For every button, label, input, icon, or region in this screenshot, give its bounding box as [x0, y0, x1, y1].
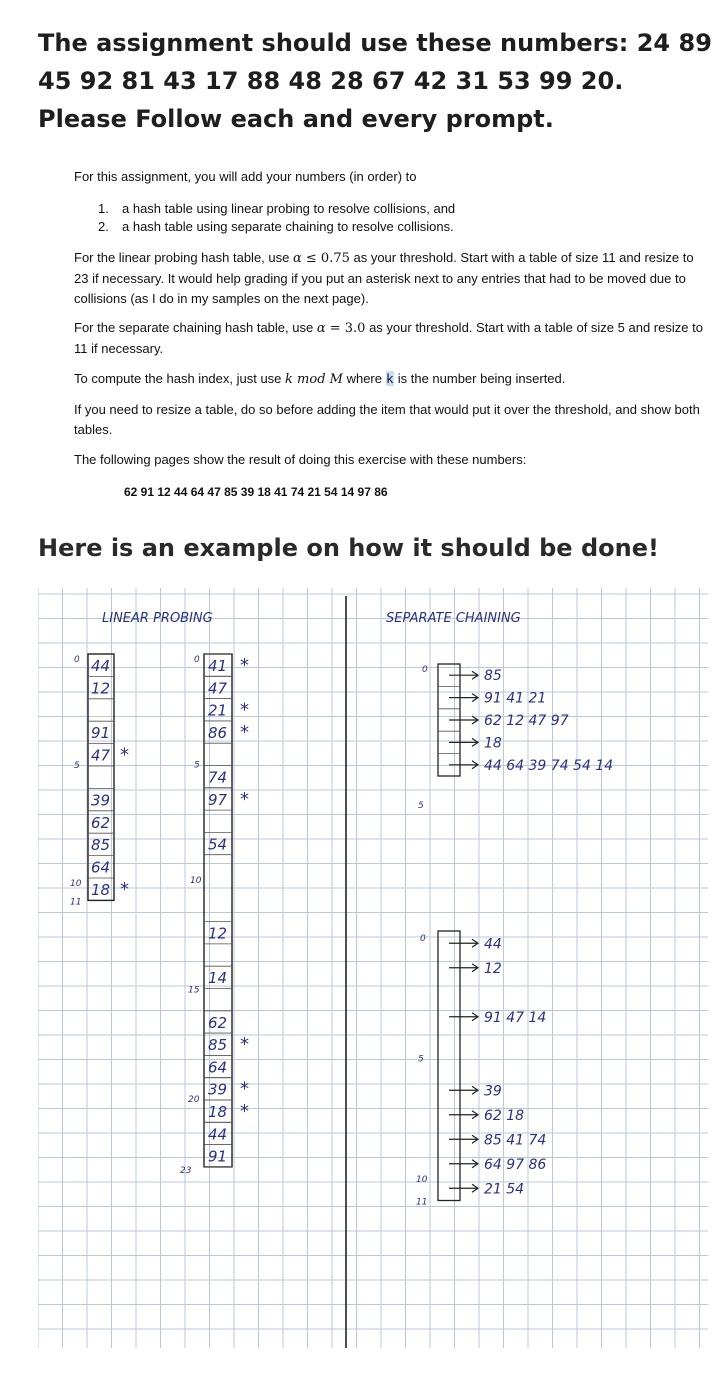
chain-11-values: 62 18	[484, 1107, 525, 1124]
table-11-entry: 39	[91, 791, 111, 810]
table-11-entry: 85	[91, 836, 111, 855]
table-23-entry: 21	[208, 701, 228, 720]
index-label: 20	[188, 1095, 200, 1105]
chain-11-values: 21 54	[484, 1181, 525, 1198]
index-label: 23	[180, 1165, 192, 1176]
chain-11-values: 39	[484, 1083, 502, 1100]
index-label: 5	[194, 760, 200, 771]
table-23-entry: 86	[208, 723, 228, 742]
handwritten-example	[38, 588, 708, 1348]
separate-chaining-instructions: For the separate chaining hash table, use α = 3.0 as your threshold. Start with a table of size 5 and resize to 11 if necessary.	[74, 320, 703, 356]
task-item: 1. a hash table using linear probing to resolve collisions, and	[98, 201, 456, 216]
collision-asterisk: *	[240, 788, 249, 810]
table-23-entry: 39	[208, 1080, 228, 1099]
example-heading: Here is an example on how it should be done!	[38, 534, 659, 562]
collision-asterisk: *	[240, 1101, 249, 1122]
index-label: 0	[422, 665, 428, 675]
index-label: 0	[74, 655, 80, 665]
table-11-entry: 91	[91, 724, 111, 743]
assignment-heading	[38, 24, 718, 138]
collision-asterisk: *	[240, 655, 249, 676]
chain-11-values: 91 47 14	[484, 1009, 547, 1026]
table-23-entry: 64	[208, 1058, 228, 1077]
assignment-numbers: 24 89 45 92 81 43 17 88 48 28 67 42 31 53 99 20.	[38, 29, 712, 95]
following-pages-text: The following pages show the result of doing this exercise with these numbers:	[74, 452, 527, 467]
table-11-entry: 47	[91, 746, 111, 765]
chain-5-values: 85	[484, 668, 502, 685]
chain-5-values: 44 64 39 74 54 14	[484, 757, 614, 774]
table-23-entry: 97	[208, 790, 228, 809]
resize-instructions: If you need to resize a table, do so before adding the item that would put it over the threshold, and show both tables.	[74, 402, 700, 437]
index-label: 15	[188, 985, 200, 996]
separate-chaining-title: SEPARATE CHAINING	[386, 611, 521, 626]
collision-asterisk: *	[120, 879, 129, 900]
chain-11-table	[438, 931, 460, 1201]
index-label: 10	[416, 1175, 428, 1185]
chain-5-values: 62 12 47 97	[484, 713, 569, 729]
follow-instruction: Please Follow each and every prompt.	[38, 105, 554, 133]
index-label: 5	[418, 801, 424, 811]
collision-asterisk: *	[240, 721, 249, 743]
collision-asterisk: *	[240, 699, 249, 721]
linear-probing-instructions: For the linear probing hash table, use α ≤ 0.75 as your threshold. Start with a table of size 11 and resize to 23 if necessary. It would help grading if you put an asterisk next to any entries that had to be moved due to collisions (as I do in my samples on the next page).	[74, 250, 694, 306]
table-23-entry: 54	[208, 835, 228, 854]
table-23-entry: 18	[208, 1103, 228, 1121]
index-label: 5	[74, 761, 80, 771]
table-11-entry: 12	[91, 679, 111, 698]
heading-lead: The assignment should use these numbers:	[38, 29, 637, 57]
task-item: 2. a hash table using separate chaining to resolve collisions.	[98, 219, 454, 234]
table-11-entry: 62	[91, 813, 111, 832]
table-23-entry: 12	[208, 924, 228, 943]
table-23-entry: 47	[208, 679, 228, 698]
index-label: 10	[190, 876, 202, 886]
task-list	[98, 200, 455, 236]
index-label: 5	[418, 1054, 424, 1065]
collision-asterisk: *	[240, 1078, 249, 1100]
index-label: 0	[194, 655, 200, 665]
chain-5-values: 18	[484, 735, 502, 752]
linear-probing-title: LINEAR PROBING	[102, 611, 213, 626]
index-label: 11	[416, 1197, 428, 1208]
collision-asterisk: *	[240, 1034, 249, 1056]
chain-11-values: 85 41 74	[484, 1132, 547, 1149]
intro-text: For this assignment, you will add your numbers (in order) to	[74, 169, 417, 184]
index-label: 0	[420, 934, 426, 944]
hash-index-instructions: To compute the hash index, just use k mod M where k is the number being inserted.	[74, 371, 566, 387]
highlighted-k: k	[386, 371, 394, 386]
table-23-entry: 91	[208, 1147, 228, 1166]
table-23-entry: 62	[208, 1013, 228, 1032]
index-label: 11	[70, 897, 82, 908]
sample-numbers: 62 91 12 44 64 47 85 39 18 41 74 21 54 14 97 86	[124, 485, 388, 499]
collision-asterisk: *	[120, 744, 129, 766]
table-11-entry: 44	[91, 657, 111, 675]
chain-5-values: 91 41 21	[484, 690, 547, 707]
table-11-entry: 18	[91, 881, 111, 899]
table-23-entry: 41	[208, 657, 228, 675]
table-11-entry: 64	[91, 858, 111, 877]
graph-paper	[38, 588, 708, 1348]
table-23-entry: 85	[208, 1036, 228, 1055]
table-23-entry: 14	[208, 969, 228, 988]
chain-11-values: 12	[484, 960, 502, 977]
table-23-entry: 74	[208, 768, 228, 787]
index-label: 10	[70, 879, 82, 889]
table-23-entry: 44	[208, 1125, 228, 1144]
chain-11-values: 64 97 86	[484, 1156, 547, 1173]
chain-11-values: 44	[484, 936, 502, 953]
